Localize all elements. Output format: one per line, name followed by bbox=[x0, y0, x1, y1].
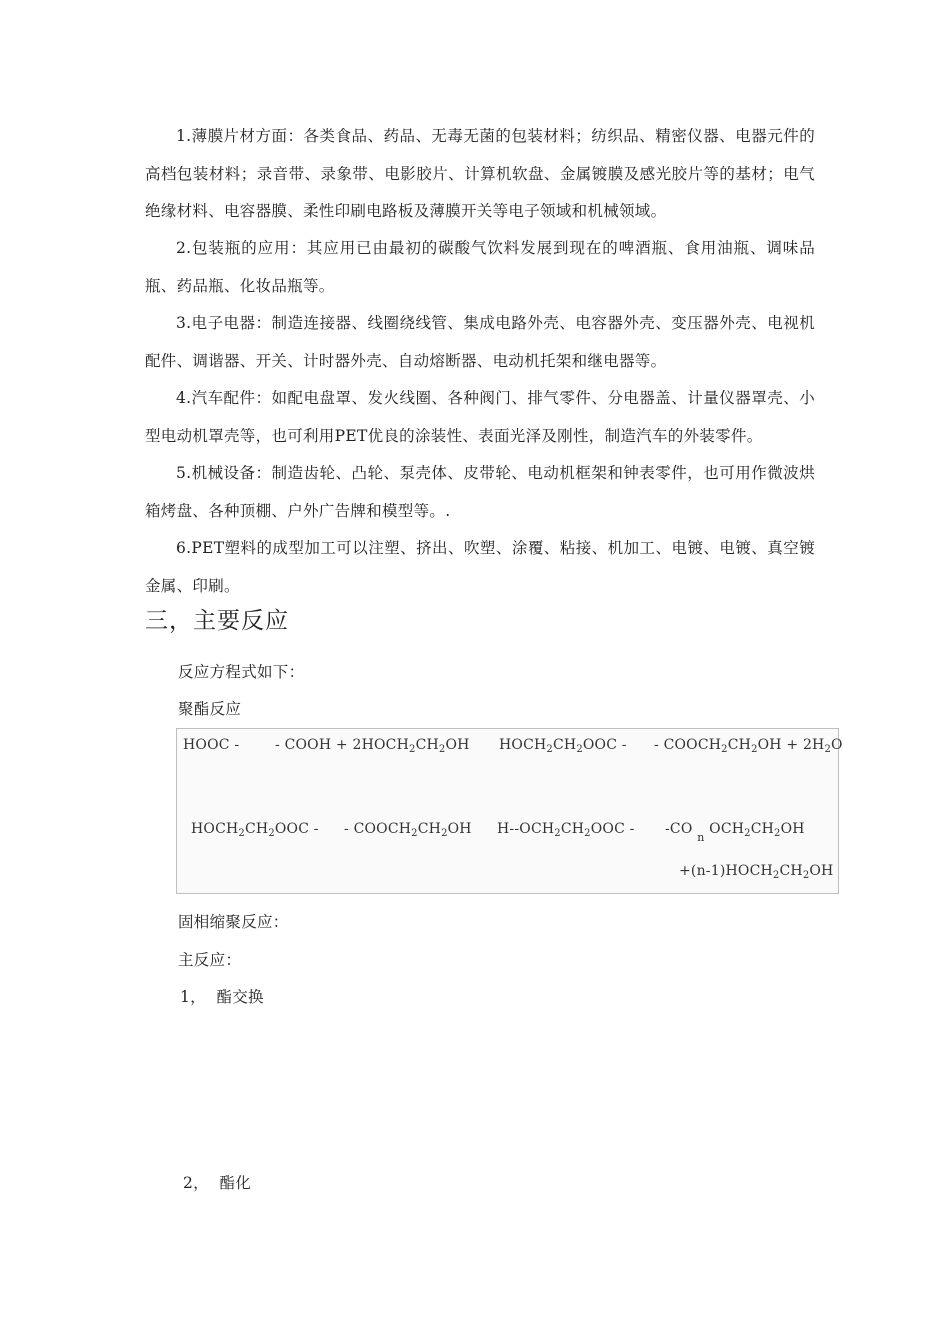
item-esterification: 2， 酯化 bbox=[183, 1174, 252, 1192]
eq-r1-d: - $COOCH_2CH_2OH + 2H_2O$ bbox=[654, 737, 843, 755]
eq-r2-a: $HOCH_2CH_2OOC$ - bbox=[191, 821, 319, 839]
main-reaction-label: 主反应： bbox=[178, 951, 242, 969]
polyester-label: 聚酯反应 bbox=[178, 700, 242, 718]
eq-r1-c: $HOCH_2CH_2OOC$ - bbox=[499, 737, 627, 755]
section-heading: 三，主要反应 bbox=[145, 608, 289, 634]
item-transesterification: 1， 酯交换 bbox=[180, 988, 264, 1006]
paragraph-machinery: 5.机械设备：制造齿轮、凸轮、泵壳体、皮带轮、电动机框架和钟表零件，也可用作微波烘箱烤盘、各种顶棚、户外广告牌和模型等。. bbox=[145, 464, 815, 520]
eq-r2-b: - $COOCH_2CH_2OH$ bbox=[344, 821, 472, 839]
eq-r2-c: $H--OCH_2CH_2OOC$ - bbox=[497, 821, 635, 839]
intro-text: 反应方程式如下： bbox=[178, 663, 305, 681]
solid-phase-label: 固相缩聚反应： bbox=[178, 913, 289, 931]
paragraph-film: 1.薄膜片材方面：各类食品、药品、无毒无菌的包装材料；纺织品、精密仪器、电器元件的高档包装材料；录音带、录象带、电影胶片、计算机软盘、金属镀膜及感光胶片等的基材；电气绝缘材料、电容器膜、柔性印刷电路板及薄膜开关等电子领域和机械领域。 bbox=[145, 127, 815, 220]
paragraph-bottle: 2.包装瓶的应用：其应用已由最初的碳酸气饮料发展到现在的啤酒瓶、食用油瓶、调味品瓶、药品瓶、化妆品瓶等。 bbox=[145, 239, 815, 295]
eq-r3: $+(n-1)HOCH_2CH_2OH$ bbox=[679, 863, 834, 881]
paragraph-electronics: 3.电子电器：制造连接器、线圈绕线管、集成电路外壳、电容器外壳、变压器外壳、电视机配件、调谐器、开关、计时器外壳、自动熔断器、电动机托架和继电器等。 bbox=[145, 314, 815, 370]
paragraph-processing: 6.PET塑料的成型加工可以注塑、挤出、吹塑、涂覆、粘接、机加工、电镀、电镀、真空镀金属、印刷。 bbox=[145, 539, 815, 595]
eq-r1-b: - COOH + $2HOCH_2CH_2OH$ bbox=[275, 737, 470, 755]
eq-r1-a: HOOC - bbox=[183, 737, 240, 753]
equation-box bbox=[176, 728, 843, 894]
paragraph-auto: 4.汽车配件：如配电盘罩、发火线圈、各种阀门、排气零件、分电器盖、计量仪器罩壳、小型电动机罩壳等，也可利用PET优良的涂装性、表面光泽及刚性，制造汽车的外装零件。 bbox=[145, 389, 815, 445]
eq-r2-d: -CO $_n$ $OCH_2CH_2OH$ bbox=[665, 821, 805, 844]
